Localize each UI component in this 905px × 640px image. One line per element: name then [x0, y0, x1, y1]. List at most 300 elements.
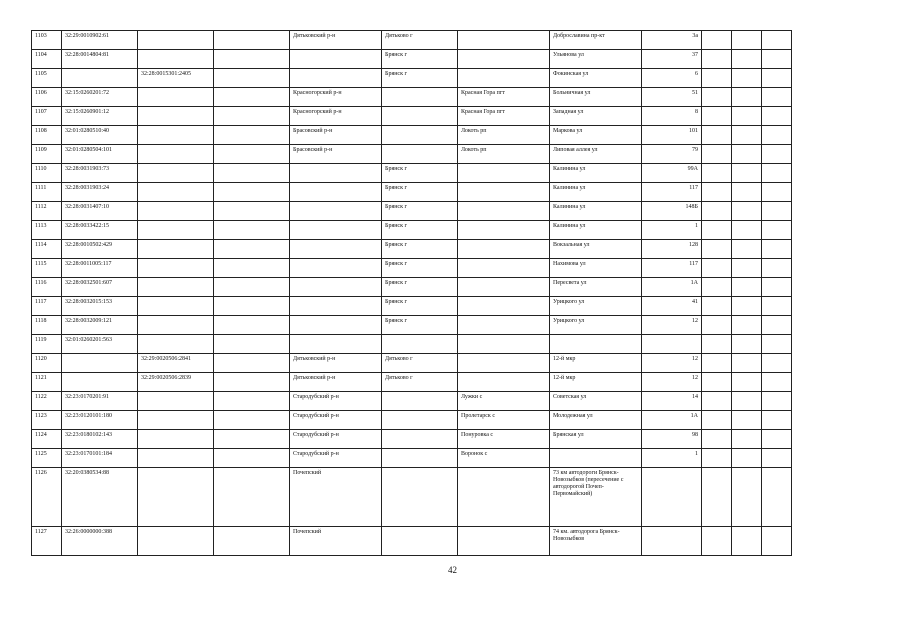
- cell-cad2: [138, 145, 214, 164]
- cell-street: Больничная ул: [550, 88, 642, 107]
- cell-n: 1117: [32, 297, 62, 316]
- cell-city: Брянск г: [382, 164, 458, 183]
- cell-n: 1125: [32, 449, 62, 468]
- cell-cad2: [138, 430, 214, 449]
- table-row: [32, 316, 792, 335]
- cell-empty: [702, 240, 732, 259]
- cell-n: 1112: [32, 202, 62, 221]
- cell-empty: [762, 107, 792, 126]
- cell-city: Брянск г: [382, 316, 458, 335]
- cell-settlement: Понуровка с: [458, 430, 550, 449]
- table-row: [32, 354, 792, 373]
- cell-empty: [762, 88, 792, 107]
- cell-house: [642, 468, 702, 527]
- cell-c4: [214, 202, 290, 221]
- cell-c4: [214, 259, 290, 278]
- cell-empty: [702, 202, 732, 221]
- cell-settlement: [458, 354, 550, 373]
- cell-house: 3а: [642, 31, 702, 50]
- cell-city: [382, 145, 458, 164]
- cell-empty: [732, 107, 762, 126]
- table-row: [32, 183, 792, 202]
- cell-house: 41: [642, 297, 702, 316]
- cell-cad2: [138, 240, 214, 259]
- cell-house: 128: [642, 240, 702, 259]
- cell-street: Западная ул: [550, 107, 642, 126]
- cell-n: 1120: [32, 354, 62, 373]
- cell-street: Урицкого ул: [550, 316, 642, 335]
- cell-empty: [702, 69, 732, 88]
- cell-district: [290, 278, 382, 297]
- cell-empty: [762, 69, 792, 88]
- cell-district: Брасовский р-н: [290, 145, 382, 164]
- cell-n: 1107: [32, 107, 62, 126]
- cell-empty: [732, 411, 762, 430]
- cell-settlement: [458, 259, 550, 278]
- cell-empty: [702, 88, 732, 107]
- cell-house: 6: [642, 69, 702, 88]
- cell-empty: [762, 240, 792, 259]
- cell-empty: [762, 527, 792, 556]
- cell-settlement: [458, 50, 550, 69]
- cell-city: Дятьково г: [382, 31, 458, 50]
- cell-n: 1105: [32, 69, 62, 88]
- cell-empty: [732, 430, 762, 449]
- cell-c4: [214, 411, 290, 430]
- cell-n: 1104: [32, 50, 62, 69]
- cell-settlement: Красная Гора пгт: [458, 88, 550, 107]
- cell-cad2: [138, 335, 214, 354]
- cell-street: Фокинская ул: [550, 69, 642, 88]
- cell-c4: [214, 183, 290, 202]
- cell-n: 1106: [32, 88, 62, 107]
- cell-street: Липовая аллея ул: [550, 145, 642, 164]
- cell-cad2: 32:29:0020506:2839: [138, 373, 214, 392]
- cell-city: [382, 126, 458, 145]
- cell-empty: [702, 164, 732, 183]
- cell-settlement: [458, 373, 550, 392]
- cell-district: Стародубский р-н: [290, 449, 382, 468]
- cell-empty: [762, 202, 792, 221]
- cell-street: Калинина ул: [550, 202, 642, 221]
- cell-cad2: [138, 468, 214, 527]
- cell-house: [642, 335, 702, 354]
- cell-house: 98: [642, 430, 702, 449]
- cell-c4: [214, 88, 290, 107]
- cell-empty: [732, 88, 762, 107]
- cell-empty: [762, 449, 792, 468]
- cell-street: Пересвета ул: [550, 278, 642, 297]
- table-row: [32, 221, 792, 240]
- cell-empty: [702, 145, 732, 164]
- cell-cad2: [138, 449, 214, 468]
- cell-house: 12: [642, 373, 702, 392]
- cell-street: Советская ул: [550, 392, 642, 411]
- cell-n: 1116: [32, 278, 62, 297]
- cell-empty: [732, 259, 762, 278]
- cell-empty: [732, 69, 762, 88]
- cell-cad: 32:26:0000000:388: [62, 527, 138, 556]
- cell-cad2: [138, 297, 214, 316]
- cell-cad: 32:15:0260201:72: [62, 88, 138, 107]
- cell-n: 1126: [32, 468, 62, 527]
- cell-city: [382, 392, 458, 411]
- cell-street: 74 км. автодорога Брянск-Новозыбков: [550, 527, 642, 556]
- cell-cad: 32:29:0010902:61: [62, 31, 138, 50]
- cell-cad2: [138, 392, 214, 411]
- table-row: [32, 31, 792, 50]
- cell-house: 117: [642, 183, 702, 202]
- cell-n: 1109: [32, 145, 62, 164]
- cell-cad: [62, 354, 138, 373]
- cell-n: 1113: [32, 221, 62, 240]
- cell-empty: [732, 373, 762, 392]
- cell-settlement: [458, 240, 550, 259]
- cell-cad: 32:28:0033422:15: [62, 221, 138, 240]
- cell-settlement: [458, 527, 550, 556]
- cell-district: Дятьковский р-н: [290, 31, 382, 50]
- table-row: [32, 126, 792, 145]
- cell-city: [382, 449, 458, 468]
- cell-empty: [732, 468, 762, 527]
- cell-empty: [732, 449, 762, 468]
- cell-street: Молодежная ул: [550, 411, 642, 430]
- cell-settlement: [458, 164, 550, 183]
- cell-district: Красногорский р-н: [290, 88, 382, 107]
- cell-n: 1115: [32, 259, 62, 278]
- cell-house: 101: [642, 126, 702, 145]
- cell-n: 1124: [32, 430, 62, 449]
- cell-district: Брасовский р-н: [290, 126, 382, 145]
- cell-c4: [214, 145, 290, 164]
- cell-cad2: 32:28:0015301:2405: [138, 69, 214, 88]
- cell-settlement: [458, 183, 550, 202]
- cell-empty: [702, 430, 732, 449]
- cell-empty: [702, 354, 732, 373]
- cell-street: Маркова ул: [550, 126, 642, 145]
- cell-district: [290, 69, 382, 88]
- cell-street: 73 км автодороги Брянск-Новозыбков (пересечение с автодорогой Почеп-Первомайский): [550, 468, 642, 527]
- cell-empty: [702, 183, 732, 202]
- cell-c4: [214, 392, 290, 411]
- cell-cad2: [138, 126, 214, 145]
- cell-cad2: [138, 527, 214, 556]
- table-row: [32, 430, 792, 449]
- cell-empty: [732, 31, 762, 50]
- cell-empty: [702, 373, 732, 392]
- cell-city: [382, 527, 458, 556]
- cell-house: 1А: [642, 411, 702, 430]
- cell-empty: [732, 145, 762, 164]
- cell-c4: [214, 107, 290, 126]
- cell-district: Красногорский р-н: [290, 107, 382, 126]
- table-row: [32, 164, 792, 183]
- cell-cad: 32:28:0014804:81: [62, 50, 138, 69]
- cell-empty: [762, 126, 792, 145]
- cell-city: [382, 430, 458, 449]
- cell-n: 1110: [32, 164, 62, 183]
- cell-empty: [762, 373, 792, 392]
- cell-cad: 32:01:0280504:101: [62, 145, 138, 164]
- cell-city: Дятьково г: [382, 354, 458, 373]
- cell-empty: [702, 411, 732, 430]
- cell-cad2: [138, 411, 214, 430]
- table-row: [32, 468, 792, 527]
- cell-cad2: [138, 221, 214, 240]
- cell-cad2: [138, 31, 214, 50]
- page-number: 42: [448, 565, 457, 575]
- cell-house: [642, 527, 702, 556]
- table-row: [32, 202, 792, 221]
- cell-district: Почепский: [290, 527, 382, 556]
- cell-district: Почепский: [290, 468, 382, 527]
- cell-city: Брянск г: [382, 278, 458, 297]
- cell-empty: [762, 316, 792, 335]
- cell-c4: [214, 126, 290, 145]
- table-row: [32, 373, 792, 392]
- cell-house: 1: [642, 449, 702, 468]
- cell-empty: [702, 31, 732, 50]
- cell-house: 12: [642, 316, 702, 335]
- cell-cad2: 32:29:0020506:2841: [138, 354, 214, 373]
- cell-house: 8: [642, 107, 702, 126]
- cell-settlement: Локоть рп: [458, 126, 550, 145]
- cell-house: 79: [642, 145, 702, 164]
- cell-empty: [732, 50, 762, 69]
- cell-city: [382, 107, 458, 126]
- cell-c4: [214, 316, 290, 335]
- cell-cad: 32:01:0280510:40: [62, 126, 138, 145]
- cell-street: Нахимова ул: [550, 259, 642, 278]
- cell-settlement: [458, 297, 550, 316]
- cell-cad2: [138, 164, 214, 183]
- cell-city: [382, 88, 458, 107]
- cell-cad: 32:15:0260901:12: [62, 107, 138, 126]
- cell-house: 1: [642, 221, 702, 240]
- cell-district: [290, 164, 382, 183]
- cell-house: 14: [642, 392, 702, 411]
- cell-empty: [732, 527, 762, 556]
- cell-house: 148Б: [642, 202, 702, 221]
- cell-c4: [214, 335, 290, 354]
- cell-district: [290, 202, 382, 221]
- cell-settlement: [458, 278, 550, 297]
- cell-street: Калинина ул: [550, 221, 642, 240]
- cell-city: [382, 468, 458, 527]
- cell-empty: [702, 126, 732, 145]
- cell-empty: [762, 278, 792, 297]
- table-row: [32, 259, 792, 278]
- cell-cad2: [138, 278, 214, 297]
- table-row: [32, 240, 792, 259]
- cell-settlement: Локоть рп: [458, 145, 550, 164]
- registry-table: [31, 30, 792, 556]
- table-row: [32, 392, 792, 411]
- cell-c4: [214, 430, 290, 449]
- cell-district: [290, 240, 382, 259]
- cell-district: Стародубский р-н: [290, 411, 382, 430]
- cell-empty: [702, 278, 732, 297]
- cell-district: Дятьковский р-н: [290, 354, 382, 373]
- cell-district: [290, 50, 382, 69]
- cell-district: [290, 259, 382, 278]
- cell-cad: 32:28:0031407:10: [62, 202, 138, 221]
- cell-c4: [214, 69, 290, 88]
- cell-cad: 32:28:0031903:73: [62, 164, 138, 183]
- cell-settlement: [458, 69, 550, 88]
- cell-cad: 32:28:0032501:607: [62, 278, 138, 297]
- cell-cad: 32:20:0380534:88: [62, 468, 138, 527]
- cell-settlement: Лужки с: [458, 392, 550, 411]
- cell-house: 51: [642, 88, 702, 107]
- table-row: [32, 297, 792, 316]
- cell-city: Брянск г: [382, 240, 458, 259]
- cell-settlement: [458, 468, 550, 527]
- cell-c4: [214, 31, 290, 50]
- cell-c4: [214, 354, 290, 373]
- cell-empty: [732, 354, 762, 373]
- table-row: [32, 527, 792, 556]
- cell-n: 1118: [32, 316, 62, 335]
- cell-empty: [732, 392, 762, 411]
- table-row: [32, 107, 792, 126]
- cell-house: 117: [642, 259, 702, 278]
- cell-city: Брянск г: [382, 183, 458, 202]
- cell-empty: [732, 202, 762, 221]
- table-row: [32, 88, 792, 107]
- table-row: [32, 69, 792, 88]
- cell-cad2: [138, 88, 214, 107]
- cell-street: Калинина ул: [550, 183, 642, 202]
- cell-district: [290, 335, 382, 354]
- cell-street: [550, 449, 642, 468]
- cell-city: Брянск г: [382, 297, 458, 316]
- cell-house: 99А: [642, 164, 702, 183]
- cell-house: 1А: [642, 278, 702, 297]
- cell-settlement: [458, 316, 550, 335]
- table-row: [32, 145, 792, 164]
- cell-c4: [214, 449, 290, 468]
- cell-cad2: [138, 259, 214, 278]
- cell-cad2: [138, 50, 214, 69]
- cell-cad: 32:23:0180102:143: [62, 430, 138, 449]
- cell-settlement: [458, 202, 550, 221]
- cell-empty: [732, 164, 762, 183]
- cell-cad: 32:28:0031903:24: [62, 183, 138, 202]
- table-row: [32, 411, 792, 430]
- cell-n: 1103: [32, 31, 62, 50]
- cell-empty: [762, 183, 792, 202]
- cell-street: Ульянова ул: [550, 50, 642, 69]
- cell-empty: [702, 316, 732, 335]
- cell-district: [290, 183, 382, 202]
- cell-city: Дятьково г: [382, 373, 458, 392]
- cell-settlement: [458, 221, 550, 240]
- cell-c4: [214, 50, 290, 69]
- cell-n: 1108: [32, 126, 62, 145]
- cell-c4: [214, 278, 290, 297]
- cell-c4: [214, 297, 290, 316]
- cell-c4: [214, 373, 290, 392]
- cell-empty: [762, 354, 792, 373]
- cell-street: 12-й мкр: [550, 354, 642, 373]
- cell-empty: [702, 50, 732, 69]
- cell-empty: [732, 335, 762, 354]
- cell-cad2: [138, 202, 214, 221]
- cell-city: [382, 411, 458, 430]
- cell-empty: [762, 297, 792, 316]
- cell-street: [550, 335, 642, 354]
- cell-c4: [214, 164, 290, 183]
- cell-n: 1111: [32, 183, 62, 202]
- cell-empty: [732, 126, 762, 145]
- cell-street: Вокзальная ул: [550, 240, 642, 259]
- cell-city: Брянск г: [382, 69, 458, 88]
- cell-cad: 32:28:0032015:153: [62, 297, 138, 316]
- cell-empty: [762, 411, 792, 430]
- cell-empty: [762, 164, 792, 183]
- cell-empty: [732, 297, 762, 316]
- cell-cad2: [138, 316, 214, 335]
- cell-empty: [762, 335, 792, 354]
- cell-n: 1121: [32, 373, 62, 392]
- cell-settlement: Красная Гора пгт: [458, 107, 550, 126]
- cell-cad: 32:01:0260201:563: [62, 335, 138, 354]
- cell-empty: [762, 221, 792, 240]
- table-row: [32, 50, 792, 69]
- cell-house: 12: [642, 354, 702, 373]
- cell-n: 1119: [32, 335, 62, 354]
- cell-cad: 32:28:0011005:117: [62, 259, 138, 278]
- cell-empty: [732, 316, 762, 335]
- cell-house: 37: [642, 50, 702, 69]
- cell-cad2: [138, 107, 214, 126]
- cell-empty: [762, 145, 792, 164]
- cell-empty: [702, 107, 732, 126]
- cell-cad: 32:28:0010502:429: [62, 240, 138, 259]
- table-row: [32, 449, 792, 468]
- cell-empty: [702, 468, 732, 527]
- cell-district: [290, 297, 382, 316]
- cell-empty: [732, 183, 762, 202]
- cell-settlement: Пролетарск с: [458, 411, 550, 430]
- cell-city: Брянск г: [382, 259, 458, 278]
- cell-district: Стародубский р-н: [290, 392, 382, 411]
- cell-empty: [702, 449, 732, 468]
- cell-empty: [702, 221, 732, 240]
- cell-settlement: Воронок с: [458, 449, 550, 468]
- cell-cad: 32:23:0170101:184: [62, 449, 138, 468]
- cell-street: 12-й мкр: [550, 373, 642, 392]
- cell-empty: [762, 430, 792, 449]
- cell-empty: [732, 240, 762, 259]
- cell-street: Доброславина пр-кт: [550, 31, 642, 50]
- cell-cad: [62, 373, 138, 392]
- cell-empty: [732, 221, 762, 240]
- cell-district: Стародубский р-н: [290, 430, 382, 449]
- cell-street: Брянская ул: [550, 430, 642, 449]
- cell-cad: 32:23:0170201:91: [62, 392, 138, 411]
- table-row: [32, 335, 792, 354]
- cell-empty: [762, 468, 792, 527]
- cell-street: Калинина ул: [550, 164, 642, 183]
- cell-c4: [214, 468, 290, 527]
- cell-empty: [732, 278, 762, 297]
- cell-settlement: [458, 31, 550, 50]
- cell-empty: [762, 259, 792, 278]
- cell-empty: [702, 392, 732, 411]
- cell-district: [290, 316, 382, 335]
